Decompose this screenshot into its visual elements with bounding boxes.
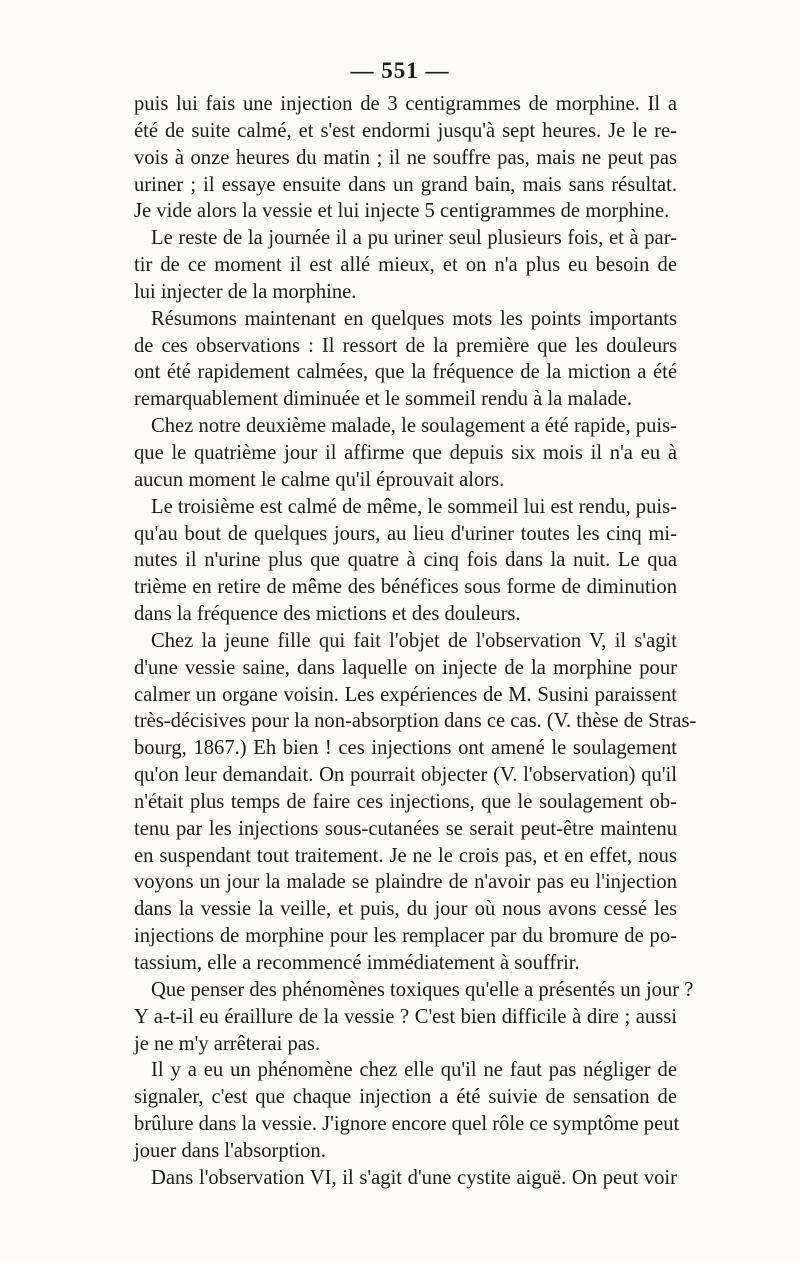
text-line: calmer un organe voisin. Les expériences de M. Susini paraissent xyxy=(134,683,677,706)
text-line: brûlure dans la vessie. J'ignore encore quel rôle ce symptôme peut xyxy=(134,1113,680,1136)
text-line: injections de morphine pour les remplacer par du bromure de po- xyxy=(134,925,677,948)
text-line: aucun moment le calme qu'il éprouvait alors. xyxy=(134,468,505,491)
text-line: je ne m'y arrêterai pas. xyxy=(134,1032,321,1055)
text-line: très-décisives pour la non-absorption dans ce cas. (V. thèse de Stras- xyxy=(134,710,697,733)
text-line: d'une vessie saine, dans laquelle on injecte de la morphine pour xyxy=(134,656,677,679)
text-line: qu'au bout de quelques jours, au lieu d'uriner toutes les cinq mi- xyxy=(134,522,677,545)
text-line: Le troisième est calmé de même, le sommeil lui est rendu, puis- xyxy=(151,495,677,518)
text-line: voyons un jour la malade se plaindre de n'avoir pas eu l'injection xyxy=(134,871,677,894)
text-line: Que penser des phénomènes toxiques qu'elle a présentés un jour ? xyxy=(151,978,694,1001)
page-number: — 551 — xyxy=(350,58,450,83)
text-line: Le reste de la journée il a pu uriner seul plusieurs fois, et à par- xyxy=(151,227,677,250)
text-line: trième en retire de même des bénéfices sous forme de diminution xyxy=(134,576,677,599)
text-line: dans la fréquence des mictions et des douleurs. xyxy=(134,603,521,626)
text-line: vois à onze heures du matin ; il ne souffre pas, mais ne peut pas xyxy=(134,146,677,169)
text-line: signaler, c'est que chaque injection a été suivie de sensation de xyxy=(134,1086,677,1109)
text-line: dans la vessie la veille, et puis, du jour où nous avons cessé les xyxy=(134,898,677,921)
text-line: n'était plus temps de faire ces injections, que le soulagement ob- xyxy=(134,790,677,813)
text-line: lui injecter de la morphine. xyxy=(134,280,357,303)
text-line: tenu par les injections sous-cutanées se serait peut-être maintenu xyxy=(134,817,677,840)
text-line: jouer dans l'absorption. xyxy=(134,1139,326,1162)
text-line: ont été rapidement calmées, que la fréquence de la miction a été xyxy=(134,361,677,384)
text-line: de ces observations : Il ressort de la première que les douleurs xyxy=(134,334,677,357)
text-line: Chez la jeune fille qui fait l'objet de l'observation V, il s'agit xyxy=(151,629,677,652)
text-line: que le quatrième jour il affirme que depuis six mois il n'a eu à xyxy=(134,441,677,464)
text-line: été de suite calmé, et s'est endormi jusqu'à sept heures. Je le re- xyxy=(134,119,677,142)
text-line: Résumons maintenant en quelques mots les points importants xyxy=(151,307,677,330)
text-line: remarquablement diminuée et le sommeil rendu à la malade. xyxy=(134,388,633,411)
text-line: tassium, elle a recommencé immédiatement à souffrir. xyxy=(134,952,580,974)
text-line: bourg, 1867.) Eh bien ! ces injections ont amené le soulagement xyxy=(134,737,677,760)
text-line: qu'on leur demandait. On pourrait objecter (V. l'observation) qu'il xyxy=(134,764,677,787)
text-line: nutes il n'urine plus que quatre à cinq fois dans la nuit. Le qua xyxy=(134,549,677,572)
text-line: Chez notre deuxième malade, le soulagement a été rapide, puis- xyxy=(151,415,677,438)
text-line: tir de ce moment il est allé mieux, et on n'a plus eu besoin de xyxy=(134,254,677,277)
text-line: uriner ; il essaye ensuite dans un grand bain, mais sans résultat. xyxy=(134,173,677,196)
text-line: Il y a eu un phénomène chez elle qu'il ne faut pas négliger de xyxy=(151,1059,677,1082)
text-line: en suspendant tout traitement. Je ne le crois pas, et en effet, nous xyxy=(134,844,677,867)
text-line: Y a-t-il eu éraillure de la vessie ? C'est bien difficile à dire ; aussi xyxy=(134,1005,677,1028)
text-line: puis lui fais une injection de 3 centigrammes de morphine. Il a xyxy=(134,93,677,115)
text-line: Je vide alors la vessie et lui injecte 5 centigrammes de morphine. xyxy=(134,200,670,223)
text-line: Dans l'observation VI, il s'agit d'une cystite aiguë. On peut voir xyxy=(151,1166,677,1189)
body-text xyxy=(134,91,697,1192)
